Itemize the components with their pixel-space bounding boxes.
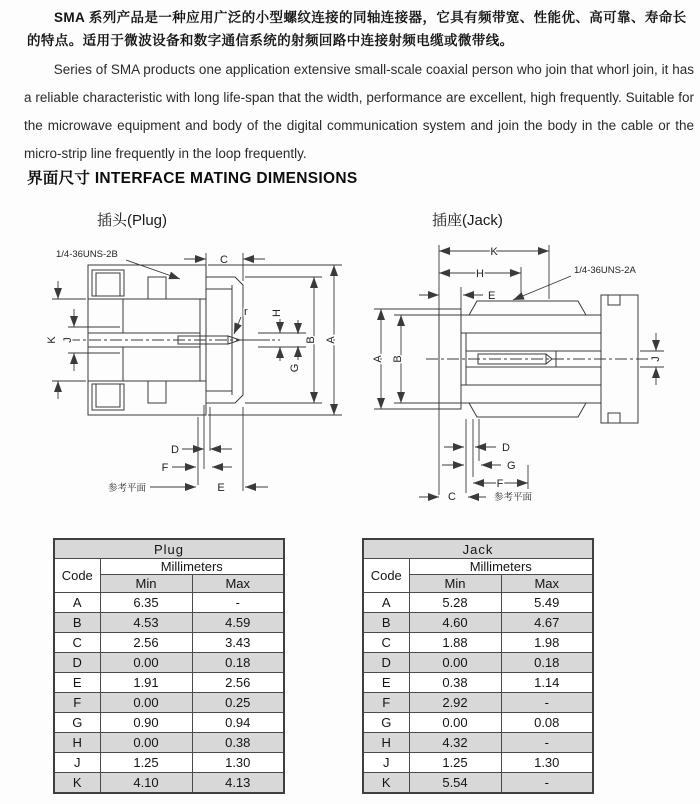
cell-code: E xyxy=(363,673,409,693)
section-title-en: INTERFACE MATING DIMENSIONS xyxy=(94,170,358,187)
jack-dim-f: F xyxy=(496,478,504,490)
jack-min-header: Min xyxy=(409,575,501,593)
table-row xyxy=(54,753,284,773)
cell-code: K xyxy=(363,773,409,794)
table-row xyxy=(363,773,593,794)
cell-max: 0.94 xyxy=(192,713,284,733)
cell-min: 0.00 xyxy=(100,733,192,753)
plug-dim-e: E xyxy=(217,482,225,494)
cell-min: 1.25 xyxy=(100,753,192,773)
table-row xyxy=(363,653,593,673)
plug-table-body xyxy=(54,593,284,794)
plug-figure-label: 插头(Plug) xyxy=(97,212,168,229)
table-row xyxy=(54,593,284,613)
cell-min: 0.00 xyxy=(409,713,501,733)
table-row xyxy=(363,693,593,713)
cell-code: H xyxy=(54,733,100,753)
cell-min: 0.90 xyxy=(100,713,192,733)
cell-min: 4.53 xyxy=(100,613,192,633)
jack-table-body xyxy=(363,593,593,794)
plug-dim-d: D xyxy=(171,444,179,456)
plug-body xyxy=(68,265,280,415)
plug-dim-r: r xyxy=(244,306,248,318)
jack-thread-label: 1/4-36UNS-2A xyxy=(574,265,636,276)
cell-min: 4.10 xyxy=(100,773,192,794)
plug-dimensions xyxy=(46,249,342,494)
table-row xyxy=(54,773,284,794)
cell-max: 0.18 xyxy=(192,653,284,673)
cell-max: 0.18 xyxy=(501,653,593,673)
cell-max: 0.08 xyxy=(501,713,593,733)
cell-min: 5.28 xyxy=(409,593,501,613)
table-row xyxy=(363,593,593,613)
jack-figure-label: 插座(Jack) xyxy=(432,212,503,229)
cell-max: 2.56 xyxy=(192,673,284,693)
jack-ref-plane-label: 参考平面 xyxy=(494,492,533,503)
cell-min: 0.00 xyxy=(100,693,192,713)
plug-table-title: Plug xyxy=(54,539,284,559)
cell-code: E xyxy=(54,673,100,693)
plug-code-header: Code xyxy=(54,559,100,593)
plug-thread-label: 1/4-36UNS-2B xyxy=(56,249,118,260)
cell-max: 4.13 xyxy=(192,773,284,794)
jack-table-title: Jack xyxy=(363,539,593,559)
plug-ref-plane-label: 参考平面 xyxy=(107,483,146,494)
jack-dim-d: D xyxy=(502,442,510,454)
table-row xyxy=(363,613,593,633)
cell-code: J xyxy=(363,753,409,773)
plug-dim-c: C xyxy=(220,254,228,266)
cell-max: 4.59 xyxy=(192,613,284,633)
cell-code: F xyxy=(363,693,409,713)
jack-dimensions xyxy=(372,245,664,503)
cell-max: 4.67 xyxy=(501,613,593,633)
jack-dimension-table xyxy=(362,538,594,794)
cell-code: C xyxy=(363,633,409,653)
jack-max-header: Max xyxy=(501,575,593,593)
cell-min: 2.56 xyxy=(100,633,192,653)
cell-min: 5.54 xyxy=(409,773,501,794)
plug-dim-a: A xyxy=(325,336,337,344)
plug-dim-g: G xyxy=(289,363,301,373)
cell-max: 0.25 xyxy=(192,693,284,713)
plug-min-header: Min xyxy=(100,575,192,593)
jack-code-header: Code xyxy=(363,559,409,593)
cell-max: - xyxy=(501,733,593,753)
plug-dim-b: B xyxy=(305,336,317,344)
cell-min: 4.32 xyxy=(409,733,501,753)
jack-body xyxy=(426,295,658,423)
cell-min: 1.91 xyxy=(100,673,192,693)
jack-dim-a: A xyxy=(372,355,384,363)
cell-code: A xyxy=(363,593,409,613)
cell-min: 1.88 xyxy=(409,633,501,653)
cell-min: 6.35 xyxy=(100,593,192,613)
cell-min: 2.92 xyxy=(409,693,501,713)
cell-max: 1.14 xyxy=(501,673,593,693)
cell-min: 0.38 xyxy=(409,673,501,693)
cell-code: F xyxy=(54,693,100,713)
cell-code: G xyxy=(54,713,100,733)
intro-paragraph-en: Series of SMA products one application extensive small-scale coaxial person who join that whorl join, it has a reliable characteristic with long life-span that the width, performance are excellent, high frequently. Suitable for the microwave equipment and body of the digital communication system and join the body in the cable or the micro-strip line frequently in the loop frequently. xyxy=(24,62,694,161)
cell-code: D xyxy=(54,653,100,673)
cell-code: A xyxy=(54,593,100,613)
cell-code: J xyxy=(54,753,100,773)
cell-code: C xyxy=(54,633,100,653)
cell-code: K xyxy=(54,773,100,794)
table-row xyxy=(363,753,593,773)
cell-code: B xyxy=(363,613,409,633)
jack-unit-header: Millimeters xyxy=(409,559,593,575)
cell-code: H xyxy=(363,733,409,753)
table-row xyxy=(54,693,284,713)
cell-max: 3.43 xyxy=(192,633,284,653)
table-row xyxy=(54,653,284,673)
table-row xyxy=(363,713,593,733)
plug-dim-h: H xyxy=(271,309,283,317)
cell-max: - xyxy=(501,773,593,794)
plug-unit-header: Millimeters xyxy=(100,559,284,575)
cell-max: - xyxy=(501,693,593,713)
table-row xyxy=(363,733,593,753)
plug-dim-j: J xyxy=(62,337,74,343)
table-row xyxy=(54,613,284,633)
cell-min: 0.00 xyxy=(100,653,192,673)
section-title xyxy=(27,166,358,188)
intro-paragraph-cn: SMA 系列产品是一种应用广泛的小型螺纹连接的同轴连接器，它具有频带宽、性能优、高可靠、寿命长的特点。适用于微波设备和数字通信系统的射频回路中连接射频电缆或微带线。 xyxy=(27,10,687,48)
cell-min: 1.25 xyxy=(409,753,501,773)
jack-dim-e: E xyxy=(488,290,496,302)
cell-max: 1.30 xyxy=(192,753,284,773)
cell-max: 1.30 xyxy=(501,753,593,773)
cell-max: - xyxy=(192,593,284,613)
cell-code: B xyxy=(54,613,100,633)
plug-dim-k: K xyxy=(46,336,58,344)
cell-code: D xyxy=(363,653,409,673)
plug-dim-f: F xyxy=(161,462,169,474)
cell-min: 4.60 xyxy=(409,613,501,633)
jack-section-drawing xyxy=(356,237,686,503)
jack-dim-j: J xyxy=(650,356,662,362)
jack-dim-h: H xyxy=(476,268,484,280)
cell-max: 1.98 xyxy=(501,633,593,653)
jack-dim-g: G xyxy=(507,460,516,472)
jack-dim-c: C xyxy=(448,491,456,503)
section-title-cn: 界面尺寸 xyxy=(27,170,91,187)
plug-max-header: Max xyxy=(192,575,284,593)
cell-max: 0.38 xyxy=(192,733,284,753)
table-row xyxy=(54,633,284,653)
table-row xyxy=(54,733,284,753)
cell-max: 5.49 xyxy=(501,593,593,613)
table-row xyxy=(363,633,593,653)
jack-dim-k: K xyxy=(490,246,498,258)
cell-min: 0.00 xyxy=(409,653,501,673)
cell-code: G xyxy=(363,713,409,733)
table-row xyxy=(54,673,284,693)
plug-section-drawing xyxy=(28,237,350,503)
jack-dim-b: B xyxy=(392,355,404,363)
plug-dimension-table xyxy=(53,538,285,794)
table-row xyxy=(363,673,593,693)
table-row xyxy=(54,713,284,733)
